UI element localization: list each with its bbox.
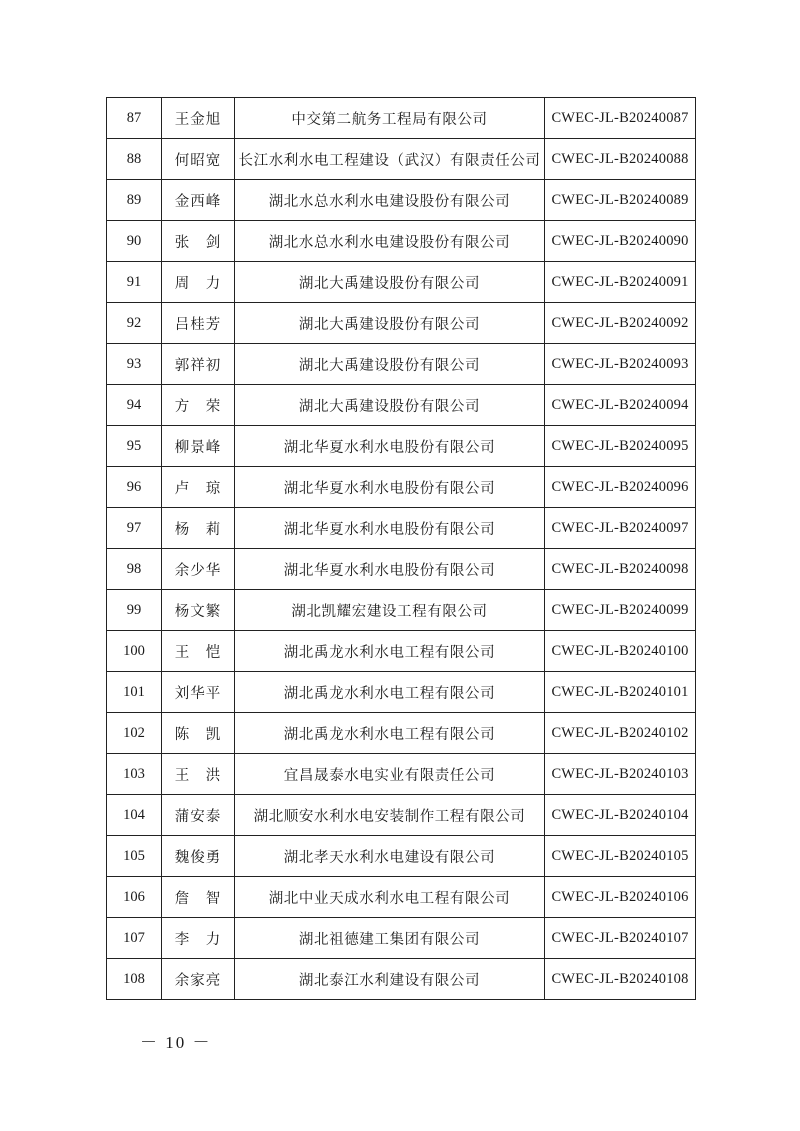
table-row — [107, 836, 696, 877]
row-number-cell: 104 — [107, 795, 162, 836]
table-row — [107, 221, 696, 262]
table-row — [107, 385, 696, 426]
table-row — [107, 959, 696, 1000]
row-number-cell: 89 — [107, 180, 162, 221]
company-cell: 湖北华夏水利水电股份有限公司 — [235, 467, 545, 508]
company-cell: 湖北禹龙水利水电工程有限公司 — [235, 713, 545, 754]
certificate-number-cell: CWEC-JL-B20240100 — [545, 631, 696, 672]
certificate-number-cell: CWEC-JL-B20240097 — [545, 508, 696, 549]
certificate-number-cell: CWEC-JL-B20240091 — [545, 262, 696, 303]
row-number-cell: 106 — [107, 877, 162, 918]
roster-table — [106, 97, 696, 1000]
table-row — [107, 303, 696, 344]
table-row — [107, 754, 696, 795]
company-cell: 宜昌晟泰水电实业有限责任公司 — [235, 754, 545, 795]
table-row — [107, 795, 696, 836]
table-row — [107, 139, 696, 180]
company-cell: 湖北泰江水利建设有限公司 — [235, 959, 545, 1000]
certificate-number-cell: CWEC-JL-B20240095 — [545, 426, 696, 467]
certificate-number-cell: CWEC-JL-B20240088 — [545, 139, 696, 180]
table-row — [107, 672, 696, 713]
person-name-cell: 杨文繁 — [162, 590, 235, 631]
company-cell: 湖北大禹建设股份有限公司 — [235, 385, 545, 426]
row-number-cell: 90 — [107, 221, 162, 262]
page-number: － 10 － — [140, 1033, 212, 1052]
certificate-number-cell: CWEC-JL-B20240096 — [545, 467, 696, 508]
row-number-cell: 105 — [107, 836, 162, 877]
row-number-cell: 92 — [107, 303, 162, 344]
person-name-cell: 李 力 — [162, 918, 235, 959]
person-name-cell: 陈 凯 — [162, 713, 235, 754]
certificate-number-cell: CWEC-JL-B20240094 — [545, 385, 696, 426]
row-number-cell: 94 — [107, 385, 162, 426]
table-row — [107, 877, 696, 918]
company-cell: 湖北大禹建设股份有限公司 — [235, 344, 545, 385]
row-number-cell: 108 — [107, 959, 162, 1000]
person-name-cell: 周 力 — [162, 262, 235, 303]
table-row — [107, 467, 696, 508]
table-row — [107, 549, 696, 590]
table-row — [107, 713, 696, 754]
company-cell: 湖北孝天水利水电建设有限公司 — [235, 836, 545, 877]
table-row — [107, 426, 696, 467]
row-number-cell: 102 — [107, 713, 162, 754]
certificate-number-cell: CWEC-JL-B20240089 — [545, 180, 696, 221]
table-row — [107, 508, 696, 549]
person-name-cell: 方 荣 — [162, 385, 235, 426]
person-name-cell: 刘华平 — [162, 672, 235, 713]
company-cell: 湖北凯耀宏建设工程有限公司 — [235, 590, 545, 631]
certificate-number-cell: CWEC-JL-B20240098 — [545, 549, 696, 590]
row-number-cell: 103 — [107, 754, 162, 795]
table-row — [107, 180, 696, 221]
table-row — [107, 631, 696, 672]
company-cell: 中交第二航务工程局有限公司 — [235, 98, 545, 139]
person-name-cell: 王 洪 — [162, 754, 235, 795]
row-number-cell: 100 — [107, 631, 162, 672]
table-row — [107, 98, 696, 139]
person-name-cell: 王金旭 — [162, 98, 235, 139]
person-name-cell: 杨 莉 — [162, 508, 235, 549]
person-name-cell: 卢 琼 — [162, 467, 235, 508]
company-cell: 湖北中业天成水利水电工程有限公司 — [235, 877, 545, 918]
row-number-cell: 95 — [107, 426, 162, 467]
row-number-cell: 87 — [107, 98, 162, 139]
company-cell: 湖北大禹建设股份有限公司 — [235, 262, 545, 303]
company-cell: 湖北水总水利水电建设股份有限公司 — [235, 180, 545, 221]
table-row — [107, 262, 696, 303]
person-name-cell: 詹 智 — [162, 877, 235, 918]
row-number-cell: 96 — [107, 467, 162, 508]
certificate-number-cell: CWEC-JL-B20240087 — [545, 98, 696, 139]
person-name-cell: 余少华 — [162, 549, 235, 590]
row-number-cell: 99 — [107, 590, 162, 631]
certificate-number-cell: CWEC-JL-B20240106 — [545, 877, 696, 918]
person-name-cell: 郭祥初 — [162, 344, 235, 385]
certificate-number-cell: CWEC-JL-B20240107 — [545, 918, 696, 959]
company-cell: 湖北禹龙水利水电工程有限公司 — [235, 672, 545, 713]
person-name-cell: 王 恺 — [162, 631, 235, 672]
row-number-cell: 97 — [107, 508, 162, 549]
table-row — [107, 918, 696, 959]
company-cell: 湖北华夏水利水电股份有限公司 — [235, 508, 545, 549]
table-row — [107, 344, 696, 385]
company-cell: 湖北祖德建工集团有限公司 — [235, 918, 545, 959]
table-row — [107, 590, 696, 631]
person-name-cell: 魏俊勇 — [162, 836, 235, 877]
person-name-cell: 张 剑 — [162, 221, 235, 262]
company-cell: 长江水利水电工程建设（武汉）有限责任公司 — [235, 139, 545, 180]
certificate-number-cell: CWEC-JL-B20240108 — [545, 959, 696, 1000]
person-name-cell: 何昭宽 — [162, 139, 235, 180]
company-cell: 湖北华夏水利水电股份有限公司 — [235, 549, 545, 590]
row-number-cell: 88 — [107, 139, 162, 180]
row-number-cell: 107 — [107, 918, 162, 959]
certificate-number-cell: CWEC-JL-B20240099 — [545, 590, 696, 631]
certificate-number-cell: CWEC-JL-B20240093 — [545, 344, 696, 385]
company-cell: 湖北顺安水利水电安装制作工程有限公司 — [235, 795, 545, 836]
roster-table-body — [107, 98, 696, 1000]
row-number-cell: 91 — [107, 262, 162, 303]
row-number-cell: 98 — [107, 549, 162, 590]
company-cell: 湖北大禹建设股份有限公司 — [235, 303, 545, 344]
certificate-number-cell: CWEC-JL-B20240102 — [545, 713, 696, 754]
company-cell: 湖北禹龙水利水电工程有限公司 — [235, 631, 545, 672]
company-cell: 湖北华夏水利水电股份有限公司 — [235, 426, 545, 467]
person-name-cell: 蒲安泰 — [162, 795, 235, 836]
certificate-number-cell: CWEC-JL-B20240105 — [545, 836, 696, 877]
certificate-number-cell: CWEC-JL-B20240092 — [545, 303, 696, 344]
certificate-number-cell: CWEC-JL-B20240101 — [545, 672, 696, 713]
person-name-cell: 柳景峰 — [162, 426, 235, 467]
certificate-number-cell: CWEC-JL-B20240090 — [545, 221, 696, 262]
row-number-cell: 101 — [107, 672, 162, 713]
person-name-cell: 金西峰 — [162, 180, 235, 221]
person-name-cell: 吕桂芳 — [162, 303, 235, 344]
person-name-cell: 余家亮 — [162, 959, 235, 1000]
company-cell: 湖北水总水利水电建设股份有限公司 — [235, 221, 545, 262]
row-number-cell: 93 — [107, 344, 162, 385]
certificate-number-cell: CWEC-JL-B20240104 — [545, 795, 696, 836]
certificate-number-cell: CWEC-JL-B20240103 — [545, 754, 696, 795]
